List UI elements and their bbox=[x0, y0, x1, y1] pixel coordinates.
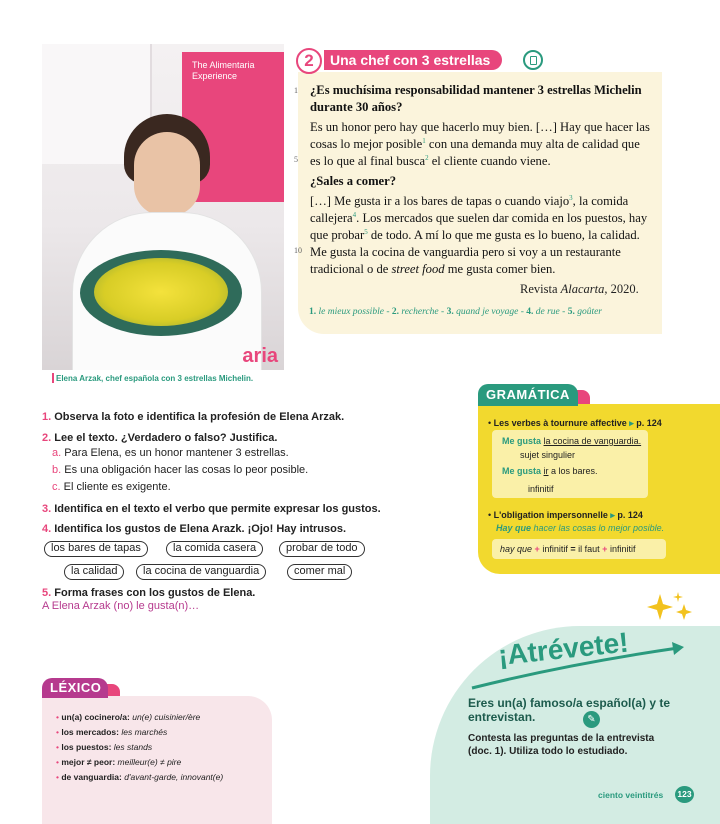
note-2-num: 2. bbox=[391, 307, 399, 317]
photo-face bbox=[134, 132, 200, 216]
exercise-5 bbox=[42, 586, 255, 600]
swoosh-arrow-icon bbox=[468, 634, 698, 694]
line-number-1: 1 bbox=[294, 86, 298, 95]
note-sep: - bbox=[383, 307, 392, 317]
question-1: ¿Es muchísima responsabilidad mantener 3 estrellas Michelin durante 30 años? bbox=[310, 83, 642, 114]
answer-1-text-c: el cliente cuando viene. bbox=[428, 154, 551, 168]
exercise-2c bbox=[52, 481, 171, 493]
rule-1-title: Les verbes à tournure affective bbox=[493, 418, 627, 428]
page-number: 123 bbox=[675, 786, 694, 803]
exercise-5-number: 5. bbox=[42, 587, 52, 599]
exercise-4-text: Identifica los gustos de Elena Arazk. ¡Ojo! Hay intrusos. bbox=[54, 523, 347, 535]
answer-2-text-d: de todo. A mí lo que me gusta es lo bueno, la calidad. Me gusta la cocina de vanguardia pero si voy a un restaurante tradicional o de bbox=[310, 228, 640, 276]
note-1: le mieux possible bbox=[318, 307, 384, 317]
photo-banner-text: The Alimentaria Experience bbox=[192, 60, 255, 81]
footnote-mark-1: 1 bbox=[422, 136, 426, 145]
exercise-2c-letter: c. bbox=[52, 481, 61, 493]
exercise-2a bbox=[52, 447, 289, 459]
note-2: recherche bbox=[401, 307, 439, 317]
lexico-item-5-fr: d'avant-garde, innovant(e) bbox=[124, 772, 224, 782]
answer-2-text-b: , la comida callejera bbox=[310, 194, 629, 225]
plus-icon: + bbox=[602, 544, 608, 554]
photo-caption: Elena Arzak, chef española con 3 estrellas Michelin. bbox=[56, 374, 254, 383]
note-1-num: 1. bbox=[309, 307, 317, 317]
lexico-item-3-es: los puestos: bbox=[61, 742, 112, 752]
note-4: de rue bbox=[535, 307, 560, 317]
lexico-item-5-es: de vanguardia: bbox=[61, 772, 122, 782]
exercise-4-number: 4. bbox=[42, 523, 52, 535]
grammar-rule-2 bbox=[488, 510, 643, 521]
note-sep: - bbox=[518, 307, 527, 317]
sparkle-icon bbox=[640, 592, 700, 632]
lexico-item-5: • de vanguardia: d'avant-garde, innovant(e) bbox=[56, 772, 224, 782]
exercise-1-number: 1. bbox=[42, 411, 52, 423]
exercise-5-text: Forma frases con los gustos de Elena. bbox=[54, 587, 256, 599]
equals-icon: = bbox=[570, 544, 576, 554]
photo-overlay-text: aria bbox=[242, 345, 278, 367]
formula-a: hay que bbox=[500, 544, 533, 554]
exercise-2b bbox=[52, 464, 308, 476]
note-5-num: 5. bbox=[567, 307, 575, 317]
answer-1-text-b: con una demanda muy alta de calidad que es lo que al final busca bbox=[310, 137, 640, 168]
chip-comer-mal[interactable]: comer mal bbox=[287, 564, 352, 580]
pencil-icon: ✎ bbox=[583, 711, 600, 728]
grammar-rule-1 bbox=[488, 418, 662, 429]
example-3-b: hacer las cosas lo mejor posible. bbox=[531, 523, 665, 533]
exercise-4 bbox=[42, 522, 346, 536]
exercise-2-number: 2. bbox=[42, 432, 52, 444]
atrevete-body: Contesta las preguntas de la entrevista (doc. 1). Utiliza todo lo estudiado. bbox=[468, 733, 655, 757]
chef-photo bbox=[42, 44, 284, 370]
exercise-2a-letter: a. bbox=[52, 447, 62, 459]
exercise-2b-letter: b. bbox=[52, 464, 62, 476]
example-1-verb: Me gusta bbox=[502, 436, 542, 446]
exercise-3 bbox=[42, 502, 381, 516]
answer-2-text-e: me gusta comer bien. bbox=[444, 262, 556, 276]
lexico-item-4: • mejor ≠ peor: meilleur(e) ≠ pire bbox=[56, 757, 182, 767]
exercise-1-text: Observa la foto e identifica la profesión de Elena Arzak. bbox=[54, 411, 345, 423]
formula-b: infinitif bbox=[542, 544, 568, 554]
doc-title: Una chef con 3 estrellas bbox=[324, 50, 502, 70]
lexico-item-1-es: un(a) cocinero/a: bbox=[61, 712, 130, 722]
exercise-5-model: A Elena Arzak (no) le gusta(n)… bbox=[42, 600, 200, 612]
exercise-2-text: Lee el texto. ¿Verdadero o falso? Justifica. bbox=[54, 432, 278, 444]
grammar-example-1 bbox=[502, 436, 641, 446]
lexico-item-2-fr: les marchés bbox=[121, 727, 168, 737]
lexico-item-1: • un(a) cocinero/a: un(e) cuisinier/ère bbox=[56, 712, 201, 722]
chip-cocina-de-vanguardia[interactable]: la cocina de vanguardia bbox=[136, 564, 266, 580]
source-name: Alacarta bbox=[560, 282, 605, 296]
note-sep: - bbox=[438, 307, 447, 317]
question-2: ¿Sales a comer? bbox=[310, 174, 397, 188]
answer-1 bbox=[310, 119, 650, 170]
grammar-note-2: infinitif bbox=[528, 484, 554, 494]
gramatica-tab: GRAMÁTICA bbox=[478, 384, 578, 406]
chip-probar-de-todo[interactable]: probar de todo bbox=[279, 541, 365, 557]
chip-la-calidad[interactable]: la calidad bbox=[64, 564, 124, 580]
rule-2-title: L'obligation impersonnelle bbox=[493, 510, 608, 520]
example-2-object: ir bbox=[543, 466, 549, 476]
note-3-num: 3. bbox=[446, 307, 454, 317]
arrow-icon: ▸ bbox=[629, 418, 634, 428]
lexico-item-4-fr: meilleur(e) ≠ pire bbox=[117, 757, 182, 767]
footnote-mark-5: 5 bbox=[364, 227, 368, 236]
caption-bar bbox=[52, 373, 54, 383]
lexico-item-3-fr: les stands bbox=[113, 742, 153, 752]
exercise-2a-text: Para Elena, es un honor mantener 3 estrellas. bbox=[64, 447, 289, 459]
grammar-example-3 bbox=[496, 523, 664, 533]
lexico-tab: LÉXICO bbox=[42, 678, 108, 698]
line-number-10: 10 bbox=[294, 246, 302, 255]
note-4-num: 4. bbox=[526, 307, 534, 317]
grammar-formula bbox=[500, 544, 635, 554]
exercise-2b-text: Es una obligación hacer las cosas lo peor posible. bbox=[64, 464, 309, 476]
answer-2 bbox=[310, 193, 650, 278]
example-3-a: Hay que bbox=[496, 523, 532, 533]
grammar-note-1: sujet singulier bbox=[520, 450, 576, 460]
exercise-1 bbox=[42, 410, 344, 424]
rule-1-ref[interactable]: p. 124 bbox=[636, 418, 662, 428]
note-3: quand je voyage bbox=[456, 307, 519, 317]
atrevete-title: ¡Atrévete! bbox=[496, 626, 630, 672]
footnote-mark-4: 4 bbox=[352, 210, 357, 219]
exercise-3-number: 3. bbox=[42, 503, 52, 515]
formula-d: infinitif bbox=[609, 544, 636, 554]
footnotes bbox=[309, 307, 602, 317]
arrow-icon: ▸ bbox=[610, 510, 615, 520]
exercise-2c-text: El cliente es exigente. bbox=[63, 481, 171, 493]
source-year: , 2020. bbox=[604, 282, 639, 296]
chip-bares-de-tapas[interactable]: los bares de tapas bbox=[44, 541, 148, 557]
document-icon[interactable] bbox=[523, 50, 543, 70]
atrevete-heading: Eres un(a) famoso/a español(a) y te entrevistan. bbox=[468, 696, 671, 724]
note-sep: - bbox=[559, 307, 568, 317]
line-number-5: 5 bbox=[294, 155, 298, 164]
bullet: • bbox=[488, 510, 492, 520]
plus-icon: + bbox=[534, 544, 540, 554]
answer-1-text: Es un honor pero hay que hacerlo muy bien. […] Hay que hacer las cosas lo mejor posible bbox=[310, 120, 650, 151]
doc-number: 2 bbox=[296, 48, 322, 74]
answer-2-text: […] Me gusta ir a los bares de tapas o cuando viajo bbox=[310, 194, 570, 208]
photo-dish bbox=[94, 258, 228, 326]
formula-c: il faut bbox=[578, 544, 600, 554]
example-2-rest: a los bares. bbox=[548, 466, 598, 476]
article-body bbox=[310, 82, 650, 278]
lexico-item-2: • los mercados: les marchés bbox=[56, 727, 168, 737]
bullet: • bbox=[488, 418, 492, 428]
exercise-3-text: Identifica en el texto el verbo que permite expresar los gustos. bbox=[54, 503, 381, 515]
grammar-example-2 bbox=[502, 466, 598, 476]
exercise-2 bbox=[42, 431, 277, 445]
footnote-mark-3: 3 bbox=[569, 193, 573, 202]
source-prefix: Revista bbox=[520, 282, 561, 296]
chip-comida-casera[interactable]: la comida casera bbox=[166, 541, 263, 557]
note-5: goûter bbox=[577, 307, 602, 317]
lexico-item-3: • los puestos: les stands bbox=[56, 742, 153, 752]
example-1-object: la cocina de vanguardia. bbox=[543, 436, 642, 446]
page-word: ciento veintitrés bbox=[598, 790, 664, 800]
answer-2-street-food: street food bbox=[391, 262, 445, 276]
footnote-mark-2: 2 bbox=[425, 153, 429, 162]
lexico-item-4-es: mejor ≠ peor: bbox=[61, 757, 116, 767]
lexico-item-1-fr: un(e) cuisinier/ère bbox=[132, 712, 201, 722]
answer-2-text-c: . Los mercados que suelen dar comida en los puestos, hay que probar bbox=[310, 211, 648, 242]
article-source bbox=[520, 282, 639, 297]
rule-2-ref[interactable]: p. 124 bbox=[617, 510, 643, 520]
example-2-verb: Me gusta bbox=[502, 466, 542, 476]
lexico-item-2-es: los mercados: bbox=[61, 727, 119, 737]
